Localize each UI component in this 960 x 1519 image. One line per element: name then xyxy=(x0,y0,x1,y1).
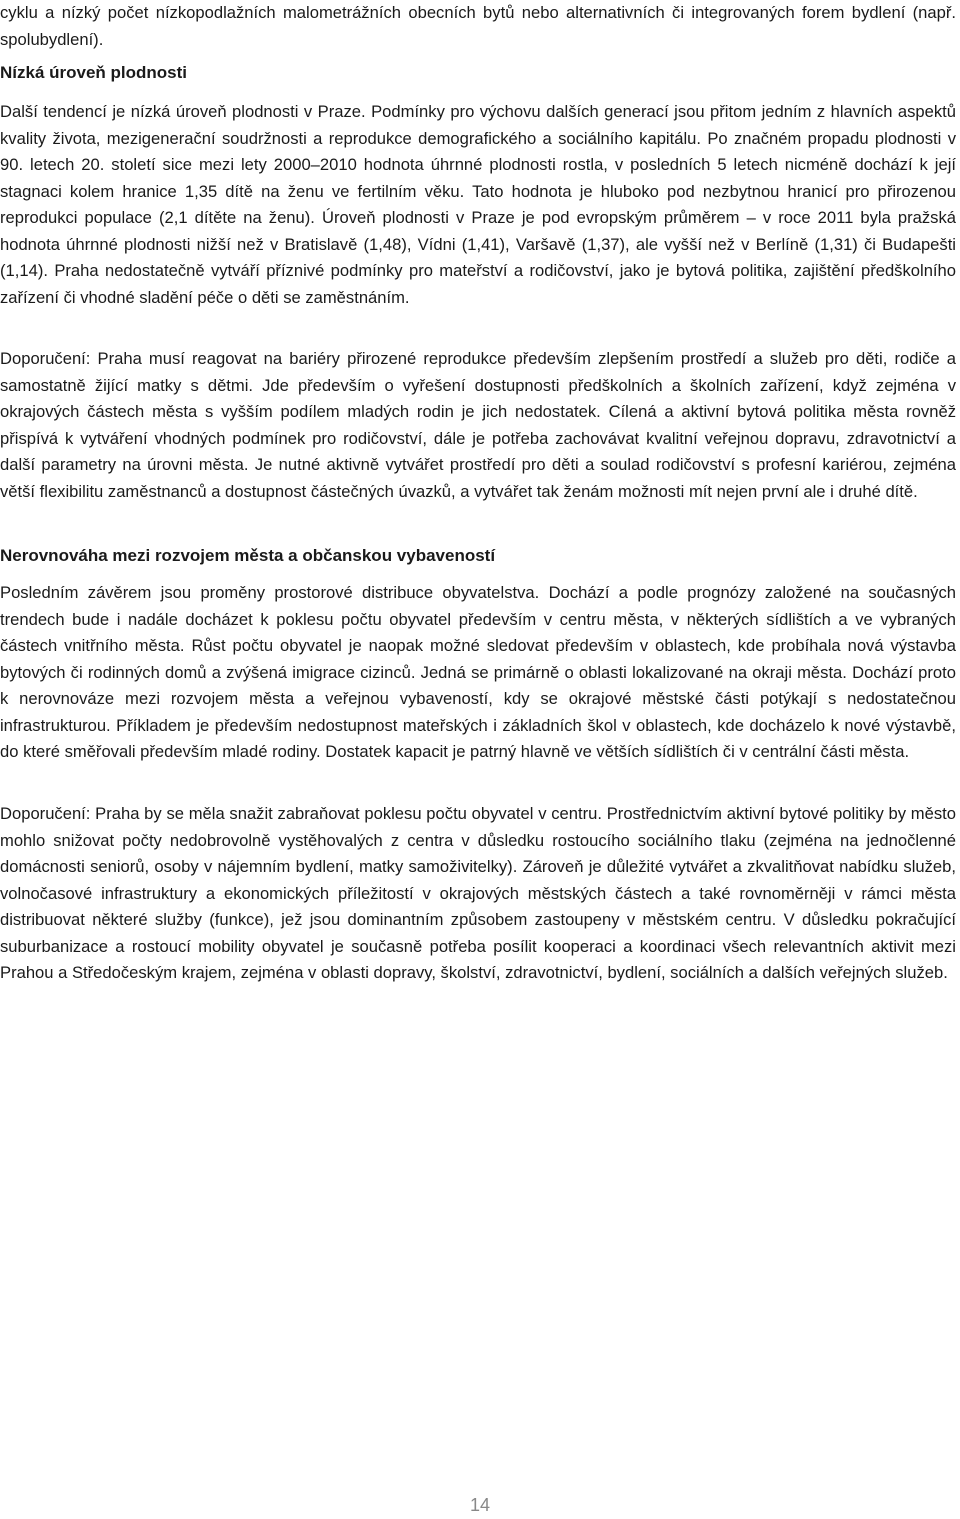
paragraph-recommendation-fertility: Doporučení: Praha musí reagovat na bariéry přirozené reprodukce především zlepšením prostředí a služeb pro děti, rodiče a samostatně žijící matky s dětmi. Jde především o vyřešení dostupnosti předškolních a školních zařízení, když zejména v okrajových částech města s vyšším podílem mladých rodin je jich nedostatek. Cílená a aktivní bytová politika města rovněž přispívá k vytváření vhodných podmínek pro rodičovství, dále je potřeba zachovávat kvalitní veřejnou dopravu, zdravotnictví a další parametry na úrovni města. Je nutné aktivně vytvářet prostředí pro děti a soulad rodičovství s profesní kariérou, zejména větší flexibilitu zaměstnanců a dostupnost částečných úvazků, a vytvářet tak ženám možnosti mít nejen první ale i druhé dítě. xyxy=(0,349,956,501)
paragraph-fertility: Další tendencí je nízká úroveň plodnosti v Praze. Podmínky pro výchovu dalších generací jsou přitom jedním z hlavních aspektů kvality života, mezigenerační soudržnosti a reprodukce demografického a sociálního kapitálu. Po značném propadu plodnosti v 90. letech 20. století sice mezi lety 2000–2010 hodnota úhrnné plodnosti rostla, v posledních 5 letech nicméně dochází k její stagnaci kolem hranice 1,35 dítě na ženu ve fertilním věku. Tato hodnota je hluboko pod nezbytnou hranicí pro přirozenou reprodukci populace (2,1 dítěte na ženu). Úroveň plodnosti v Praze je pod evropským průměrem – v roce 2011 byla pražská hodnota úhrnné plodnosti nižší než v Bratislavě (1,48), Vídni (1,41), Varšavě (1,37), ale vyšší než v Berlíně (1,31) či Budapešti (1,14). Praha nedostatečně vytváří příznivé podmínky pro mateřství a rodičovství, jako je bytová politika, zajištění předškolního zařízení či vhodné sladění péče o děti se zaměstnáním. xyxy=(0,102,956,307)
heading-imbalance: Nerovnováha mezi rozvojem města a občanskou vybaveností xyxy=(0,546,496,565)
page-number: 14 xyxy=(469,1495,491,1515)
paragraph-intro: cyklu a nízký počet nízkopodlažních malometrážních obecních bytů nebo alternativních či integrovaných forem bydlení (např. spolubydlení). xyxy=(0,3,956,49)
heading-fertility: Nízká úroveň plodnosti xyxy=(0,63,188,82)
paragraph-recommendation-distribution: Doporučení: Praha by se měla snažit zabraňovat poklesu počtu obyvatel v centru. Prostřednictvím aktivní bytové politiky by město mohlo snižovat počty nedobrovolně vystěhovalých z centra v důsledku rostoucího sociálního tlaku (zejména na jednočlenné domácnosti seniorů, osoby v nájemním bydlení, matky samoživitelky). Zároveň je důležité vytvářet a zkvalitňovat nabídku služeb, volnočasové infrastruktury a ekonomických příležitostí v okrajových městských částech a také rovnoměrněji v rámci města distribuovat některé služby (funkce), jež jsou dominantním způsobem zastoupeny v městském centru. V důsledku pokračující suburbanizace a rostoucí mobility obyvatel je současně potřeba posílit kooperaci a koordinaci všech relevantních aktivit mezi Prahou a Středočeským krajem, zejména v oblasti dopravy, školství, zdravotnictví, bydlení, sociálních a dalších veřejných služeb. xyxy=(0,804,956,982)
paragraph-distribution: Posledním závěrem jsou proměny prostorové distribuce obyvatelstva. Dochází a podle prognózy založené na současných trendech bude i nadále docházet k poklesu počtu obyvatel především v centru města, v některých sídlištích a ve vybraných částech vnitřního města. Růst počtu obyvatel je naopak možné sledovat především v oblastech, kde probíhala nová výstavba bytových či rodinných domů a zvýšená imigrace cizinců. Jedná se primárně o oblasti lokalizované na okraji města. Dochází proto k nerovnováze mezi rozvojem města a veřejnou vybaveností, kdy se okrajové městské části potýkají s nedostatečnou infrastrukturou. Příkladem je především nedostupnost mateřských i základních škol v oblastech, kde docházelo k nové výstavbě, do které směřovali především mladé rodiny. Dostatek kapacit je patrný hlavně ve větších sídlištích či v centrální části města. xyxy=(0,583,956,761)
